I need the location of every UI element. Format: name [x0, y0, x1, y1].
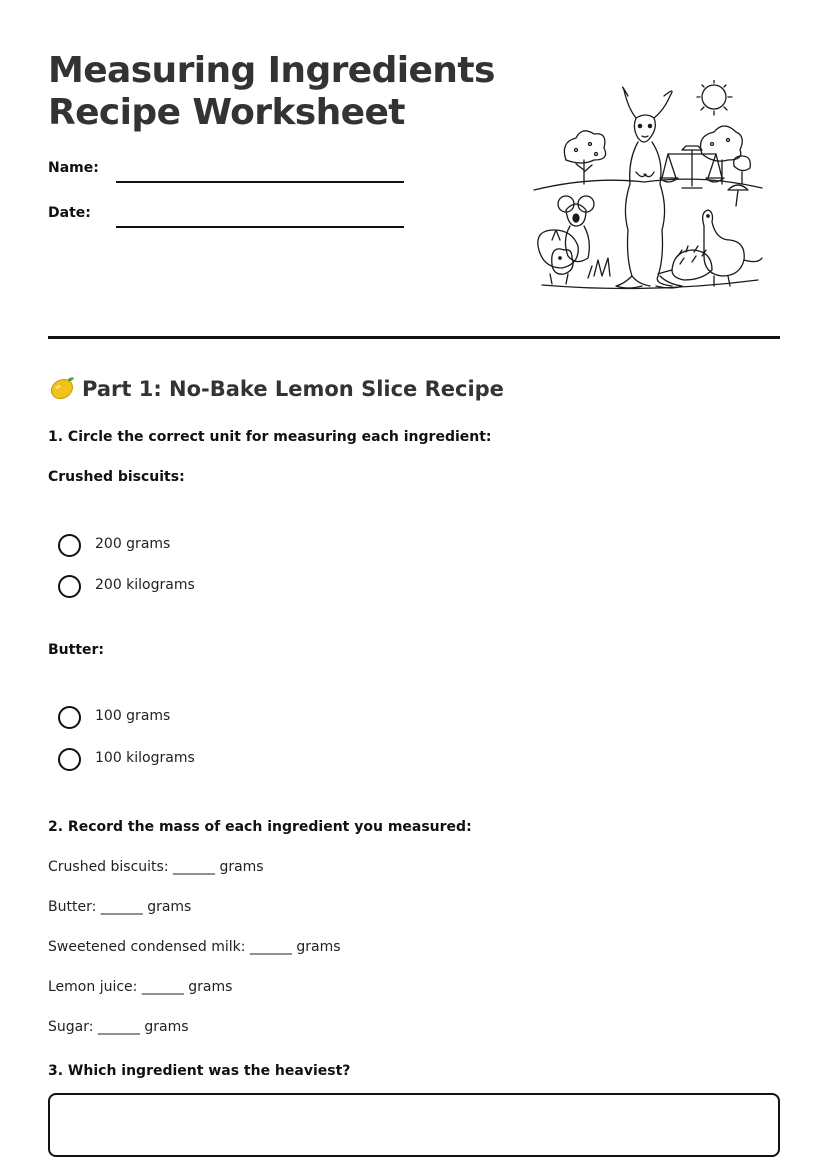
question-3-answer-box[interactable]: [48, 1093, 780, 1157]
lemon-icon: [48, 374, 76, 402]
sun-icon: [697, 80, 732, 115]
option-label: 100 kilograms: [95, 750, 195, 766]
part1-title-text: Part 1: No-Bake Lemon Slice Recipe: [82, 377, 504, 401]
record-row-crushed-biscuits[interactable]: Crushed biscuits: ______ grams: [48, 859, 264, 875]
date-label: Date:: [48, 205, 91, 221]
header-divider: [48, 336, 780, 339]
name-field[interactable]: [48, 160, 408, 184]
option-label: 200 grams: [95, 536, 171, 552]
radio-circle[interactable]: [58, 534, 81, 557]
question-3-prompt: 3. Which ingredient was the heaviest?: [48, 1063, 351, 1079]
record-row-lemon-juice[interactable]: Lemon juice: ______ grams: [48, 979, 233, 995]
record-row-condensed-milk[interactable]: Sweetened condensed milk: ______ grams: [48, 939, 341, 955]
option-label: 100 grams: [95, 708, 171, 724]
question-1-prompt: 1. Circle the correct unit for measuring each ingredient:: [48, 429, 492, 445]
balance-scale-icon: [660, 146, 724, 188]
tree-right-icon: [701, 126, 751, 184]
record-row-butter[interactable]: Butter: ______ grams: [48, 899, 192, 915]
radio-circle[interactable]: [58, 706, 81, 729]
radio-circle[interactable]: [58, 748, 81, 771]
ingredient-label-butter: Butter:: [48, 642, 105, 658]
date-field[interactable]: [48, 205, 408, 229]
name-label: Name:: [48, 160, 99, 176]
emu-icon: [703, 210, 762, 286]
quokka-icon: [552, 249, 573, 274]
title-line-2: Recipe Worksheet: [48, 92, 405, 133]
name-write-line[interactable]: [116, 181, 404, 183]
radio-circle[interactable]: [58, 575, 81, 598]
kangaroo-scale-illustration: [532, 80, 768, 294]
question-2-prompt: 2. Record the mass of each ingredient you measured:: [48, 819, 472, 835]
kangaroo-icon: [616, 87, 682, 288]
title-line-1: Measuring Ingredients: [48, 50, 495, 91]
part1-title: [48, 374, 504, 403]
tree-left-icon: [564, 131, 605, 184]
record-row-sugar[interactable]: Sugar: ______ grams: [48, 1019, 189, 1035]
ingredient-label-crushed-biscuits: Crushed biscuits:: [48, 469, 185, 485]
worksheet-title: [48, 50, 495, 134]
date-write-line[interactable]: [116, 226, 404, 228]
worksheet-page: [48, 0, 780, 1118]
koala-icon: [558, 196, 594, 262]
option-label: 200 kilograms: [95, 577, 195, 593]
